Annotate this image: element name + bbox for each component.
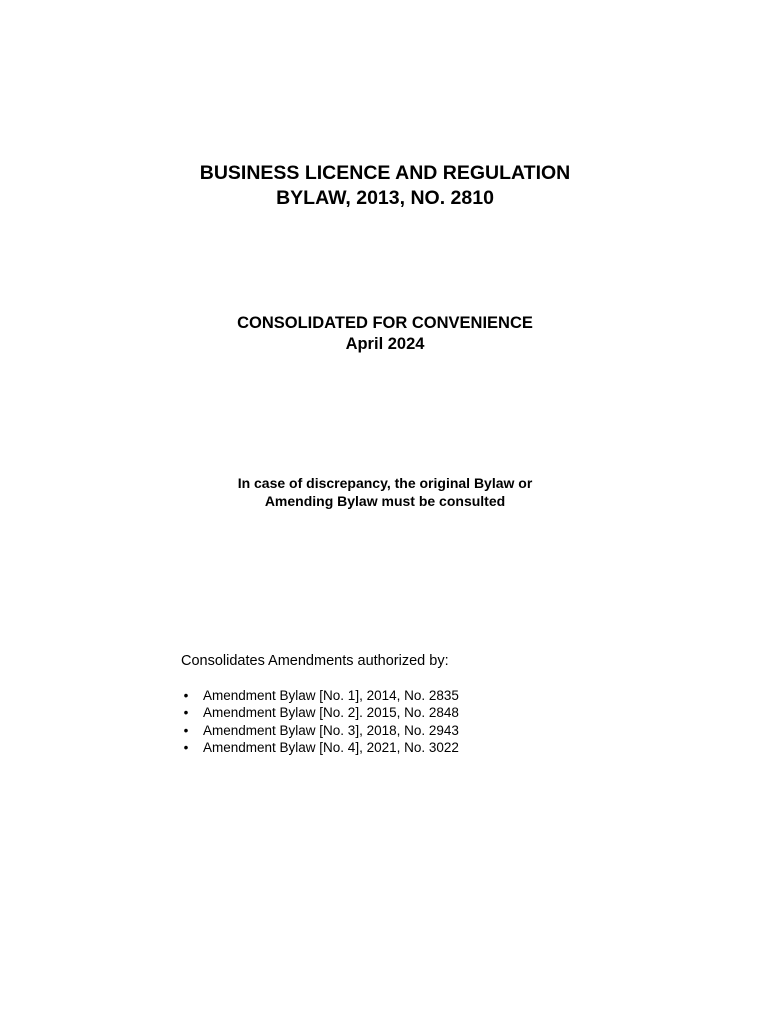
- title-line-2: BYLAW, 2013, NO. 2810: [276, 187, 494, 209]
- amendment-label: Amendment Bylaw [No. 4], 2021, No. 3022: [203, 739, 459, 755]
- consolidation-notice: [0, 313, 770, 355]
- list-item: [181, 722, 459, 739]
- amendments-list: [181, 687, 459, 756]
- list-item: [181, 739, 459, 756]
- list-item: [181, 687, 459, 704]
- discrepancy-line-2: Amending Bylaw must be consulted: [264, 493, 506, 509]
- title-line-1: BUSINESS LICENCE AND REGULATION: [199, 162, 571, 184]
- consolidation-line-1: CONSOLIDATED FOR CONVENIENCE: [237, 314, 533, 332]
- amendment-label: Amendment Bylaw [No. 2]. 2015, No. 2848: [203, 705, 459, 721]
- consolidation-date: April 2024: [345, 335, 425, 353]
- amendments-intro: Consolidates Amendments authorized by:: [181, 653, 449, 669]
- bullet-icon: •: [183, 739, 189, 755]
- discrepancy-line-1: In case of discrepancy, the original Bylaw or: [237, 475, 533, 491]
- amendment-label: Amendment Bylaw [No. 3], 2018, No. 2943: [203, 722, 459, 738]
- document-title: [0, 161, 770, 211]
- list-item: [181, 704, 459, 721]
- amendment-label: Amendment Bylaw [No. 1], 2014, No. 2835: [203, 688, 459, 703]
- bullet-icon: •: [183, 722, 189, 738]
- discrepancy-note: [0, 474, 770, 510]
- bullet-icon: •: [183, 705, 189, 721]
- bullet-icon: •: [183, 688, 189, 703]
